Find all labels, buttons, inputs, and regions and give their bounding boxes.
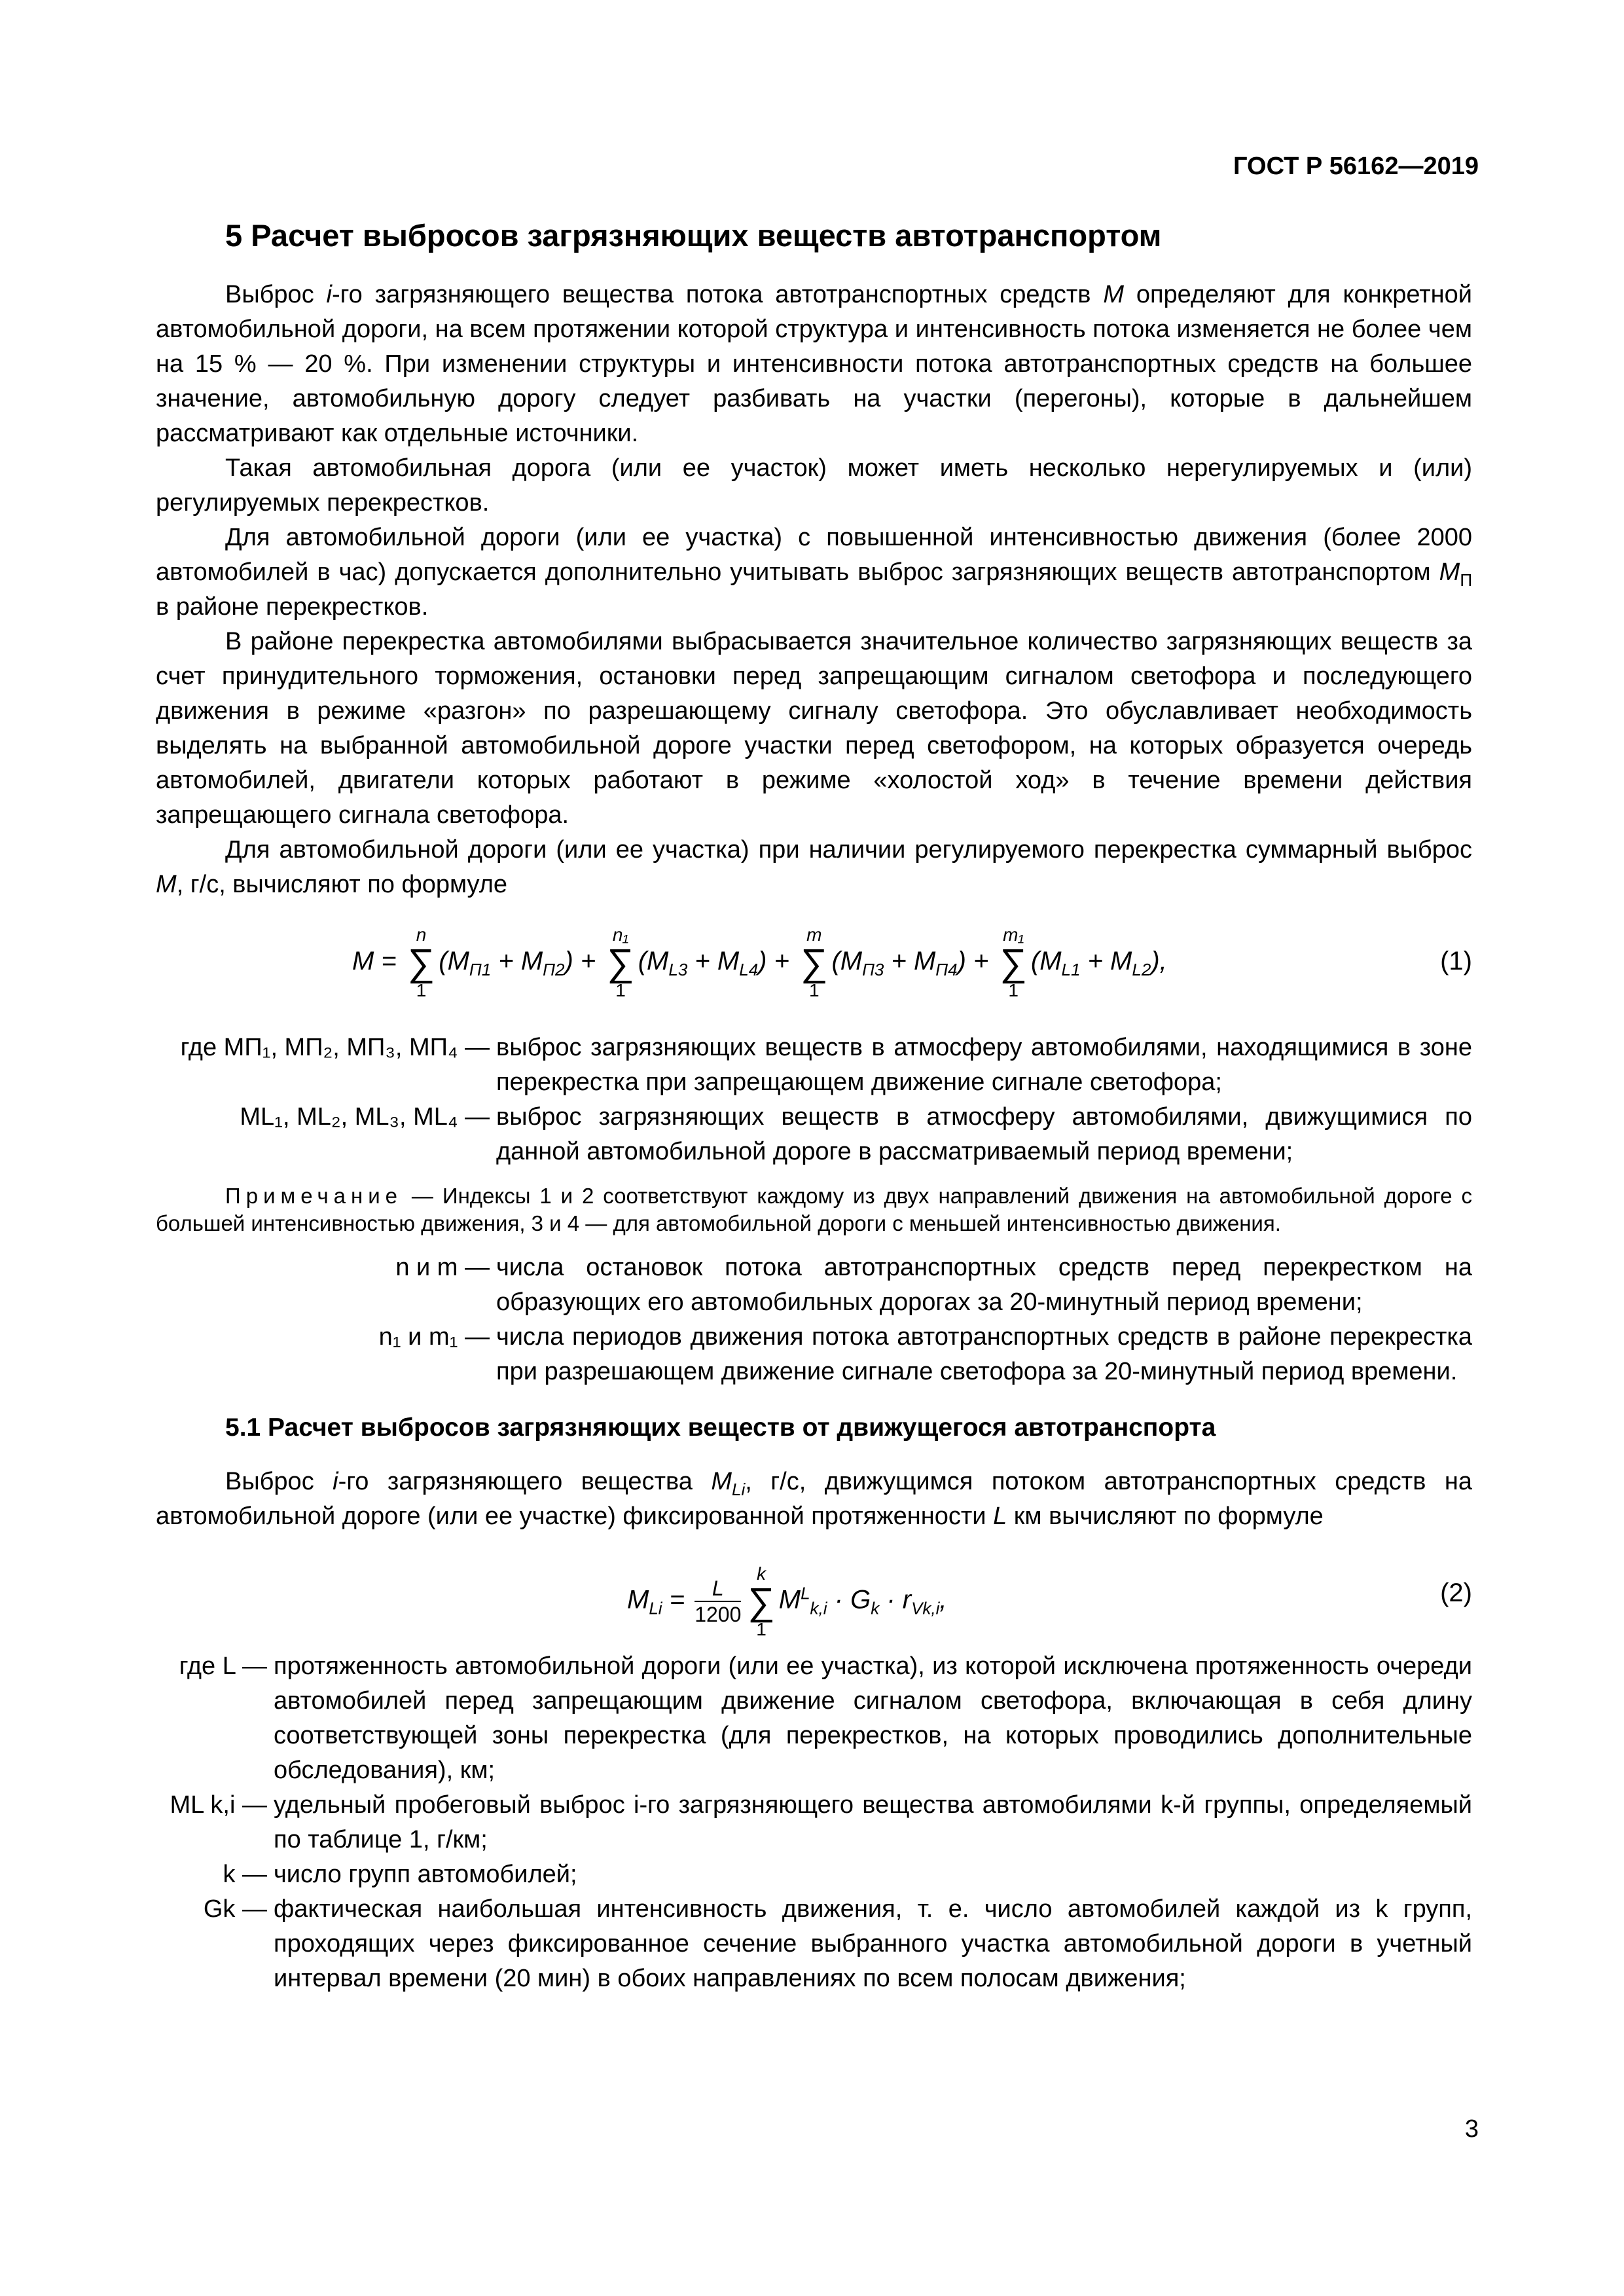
definition-text: удельный пробеговый выброс i-го загрязняющего вещества автомобилями k-й группы, определяемый по таблице 1, г/км; bbox=[274, 1791, 1472, 1853]
definition-term: ML₁, ML₂, ML₃, ML₄ — bbox=[240, 1103, 490, 1131]
document-standard-code: ГОСТ Р 56162—2019 bbox=[1233, 153, 1479, 180]
definition-term: ML k,i — bbox=[170, 1791, 267, 1819]
sum-symbol-4: ∑ m₁ 1 bbox=[1000, 924, 1027, 1000]
formula-1 bbox=[156, 915, 1472, 1013]
formula-2-number: (2) bbox=[1440, 1578, 1472, 1607]
definition-text: число групп автомобилей; bbox=[274, 1861, 577, 1888]
definition-item bbox=[156, 1857, 1472, 1892]
fraction: $\frac{L}{1200}$ bbox=[695, 1576, 742, 1626]
definition-term: k — bbox=[223, 1861, 267, 1888]
definition-item bbox=[156, 1100, 1472, 1169]
definition-text: фактическая наибольшая интенсивность движения, т. е. число автомобилей каждой из k групп, проходящих через фиксированное сечение выбранного участка автомобильной дороги в учетный интервал времени (20 мин) в обоих направлениях по всем полосам движения; bbox=[274, 1895, 1472, 1992]
formula-2 bbox=[156, 1547, 1472, 1639]
formula-1-expression: M = ∑ n 1 $(M_{П1} + M_{П2})$ + ∑ n₁ 1 $(M_{L3} + M_{L4})$ + ∑ m 1 $(M_{П3} + M_{П4})$ + ∑ m₁ 1 $(M_{L1} + M_{L2})$, bbox=[352, 924, 1167, 1000]
sum-symbol-1: ∑ n 1 bbox=[407, 924, 435, 1000]
definition-text: протяженность автомобильной дороги (или ее участка), из которой исключена протяженность очереди автомобилей перед запрещающим движение сигналом светофора, включающая в себя длину соответствующей зоны перекрестка (для перекрестков, на которых проводились дополнительные обследования), км; bbox=[274, 1652, 1472, 1784]
definition-term: где MП₁, MП₂, MП₃, MП₄ — bbox=[180, 1034, 490, 1061]
section-5-title: 5 Расчет выбросов загрязняющих веществ автотранспортом bbox=[225, 218, 1162, 253]
note-text: — Индексы 1 и 2 соответствуют каждому из двух направлений движения на автомобильной дороге с большей интенсивностью движения, 3 и 4 — для автомобильной дороги с меньшей интенсивностью движения. bbox=[156, 1184, 1472, 1235]
definition-item bbox=[156, 1030, 1472, 1100]
section-5-paragraph-1: Выброс i-го загрязняющего вещества потока автотранспортных средств M определяют для конкретной автомобильной дороги, на всем протяжении которой структура и интенсивность потока изменяется не более чем на 15 % — 20 %. При изменении структуры и интенсивности потока автотранспортных средств на большее значение, автомобильную дорогу следует разбивать на участки (перегоны), которые в дальнейшем рассматривают как отдельные источники. bbox=[156, 281, 1473, 447]
definition-item bbox=[156, 1649, 1472, 1788]
definition-text: числа периодов движения потока автотранспортных средств в районе перекрестка при разрешающем движение сигнале светофора за 20-минутный период времени. bbox=[496, 1323, 1472, 1385]
definition-item bbox=[156, 1892, 1472, 1996]
sum-symbol-3: ∑ m 1 bbox=[801, 924, 828, 1000]
document-body bbox=[156, 216, 1472, 1996]
definition-item bbox=[156, 1250, 1472, 1320]
section-5-paragraph-5: Для автомобильной дороги (или ее участка) при наличии регулируемого перекрестка суммарный выброс M, г/с, вычисляют по формуле bbox=[156, 836, 1472, 898]
definition-term: Gk — bbox=[203, 1895, 267, 1923]
definition-term: где L — bbox=[179, 1652, 267, 1680]
definition-text: числа остановок потока автотранспортных средств перед перекрестком на образующих его автомобильных дорогах за 20-минутный период времени; bbox=[496, 1254, 1472, 1316]
definition-item bbox=[156, 1788, 1472, 1857]
sum-symbol-2: ∑ n₁ 1 bbox=[607, 924, 634, 1000]
section-5-paragraph-4: В районе перекрестка автомобилями выбрасывается значительное количество загрязняющих веществ за счет принудительного торможения, остановки перед запрещающим сигналом светофора и последующего движения в режиме «разгон» по разрешающему сигналу светофора. Это обуславливает необходимость выделять на выбранной автомобильной дороге участки перед светофором, на которых образуется очередь автомобилей, двигатели которых работают в режиме «холостой ход» в течение времени действия запрещающего сигнала светофора. bbox=[156, 628, 1472, 829]
section-5-1-paragraph-1: Выброс i-го загрязняющего вещества $M_{Li}$, г/с, движущимся потоком автотранспортных средств на автомобильной дороге (или ее участке) фиксированной протяженности L км вычисляют по формуле bbox=[156, 1468, 1472, 1530]
sum-symbol-5: ∑ k 1 bbox=[748, 1563, 775, 1639]
formula-1-definitions-continued bbox=[156, 1250, 1472, 1389]
formula-1-number: (1) bbox=[1440, 947, 1472, 975]
definition-term: n и m — bbox=[395, 1254, 490, 1281]
section-5-paragraph-3: Для автомобильной дороги (или ее участка) с повышенной интенсивностью движения (более 2000 автомобилей в час) допускается дополнительно учитывать выброс загрязняющих веществ автотранспортом $M_П$ в районе перекрестков. bbox=[156, 524, 1472, 621]
page-number: 3 bbox=[1464, 2115, 1479, 2143]
definition-term: n₁ и m₁ — bbox=[378, 1323, 490, 1351]
note bbox=[156, 1182, 1472, 1237]
section-5-1-title: 5.1 Расчет выбросов загрязняющих веществ от движущегося автотранспорта bbox=[225, 1413, 1216, 1442]
note-label: Примечание bbox=[225, 1184, 403, 1208]
formula-2-definitions bbox=[156, 1649, 1472, 1996]
formula-1-definitions bbox=[156, 1030, 1472, 1169]
formula-2-expression: $M_{Li}$ = $\frac{L}{1200}$ ∑ k 1 $M^L_{k,i} \cdot G_k \cdot r_{Vk,i}$, bbox=[627, 1563, 947, 1639]
definition-text: выброс загрязняющих веществ в атмосферу автомобилями, находящимися в зоне перекрестка при запрещающем движение сигнале светофора; bbox=[496, 1034, 1472, 1096]
definition-item bbox=[156, 1320, 1472, 1389]
definition-text: выброс загрязняющих веществ в атмосферу автомобилями, движущимися по данной автомобильной дороге в рассматриваемый период времени; bbox=[496, 1103, 1472, 1165]
section-5-paragraph-2: Такая автомобильная дорога (или ее участок) может иметь несколько нерегулируемых и (или) регулируемых перекрестков. bbox=[156, 454, 1472, 517]
